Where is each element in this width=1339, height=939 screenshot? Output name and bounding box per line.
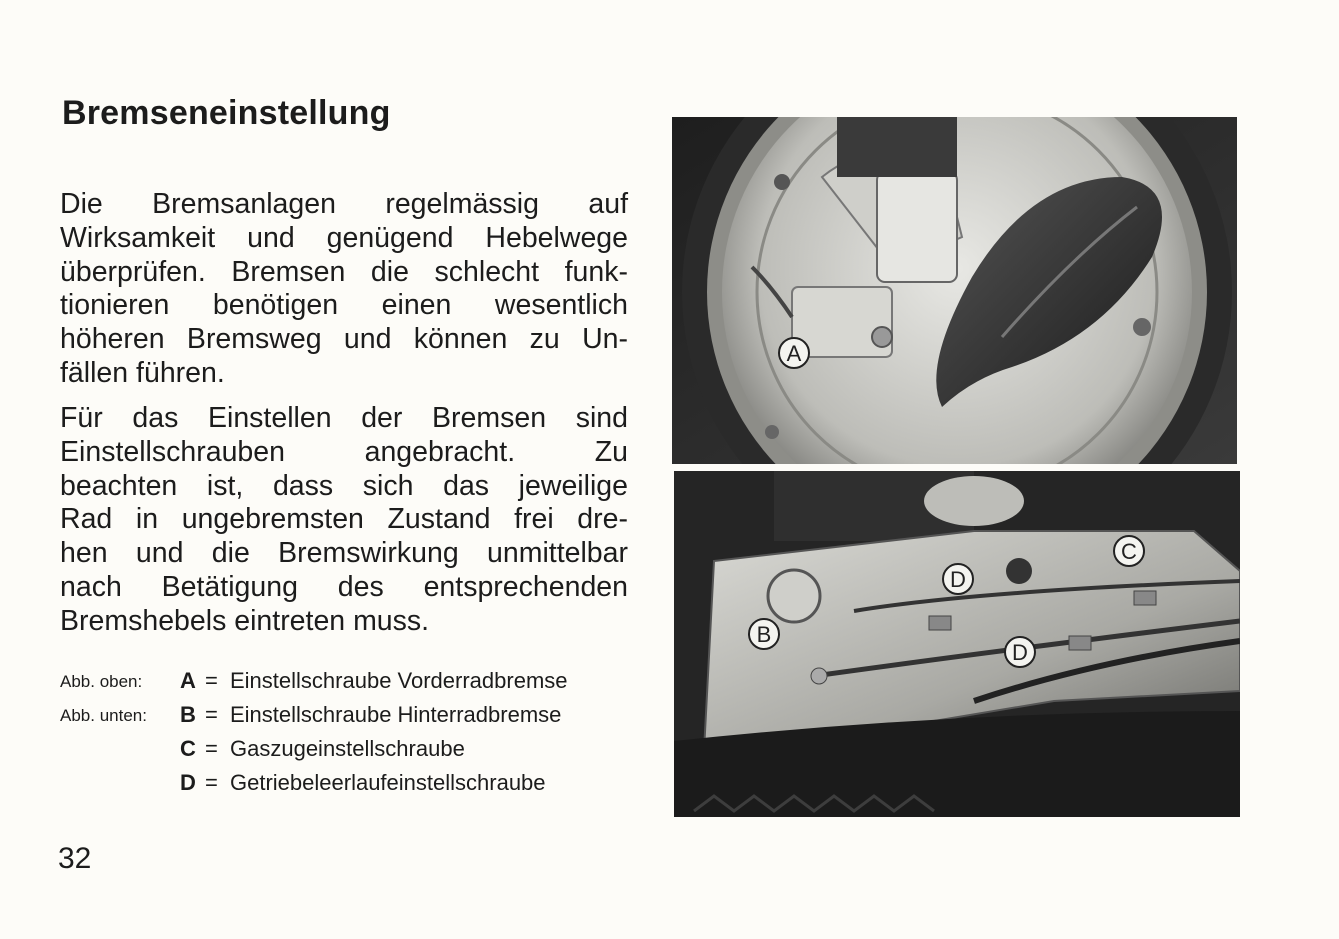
legend-equals: = — [205, 702, 218, 727]
text-line: höheren Bremsweg und können zu Un- — [60, 323, 628, 356]
legend-prefix: Abb. unten: — [60, 706, 147, 725]
cable-adjuster — [1134, 591, 1156, 605]
adjust-screw — [811, 668, 827, 684]
text-line: nach Betätigung des entsprechenden — [60, 570, 628, 603]
text-line: Die Bremsanlagen regelmässig auf — [60, 188, 628, 220]
label-a-marker — [779, 338, 809, 368]
text-line: beachten ist, dass sich das jeweilige — [60, 469, 628, 502]
label-b: B — [756, 622, 772, 647]
page-number: 32 — [58, 842, 92, 875]
label-a: A — [786, 341, 802, 366]
legend-key: A — [180, 668, 196, 693]
filler-cap — [768, 570, 820, 622]
legend-description: Einstellschraube Hinterradbremse — [230, 702, 562, 727]
label-c-marker — [1114, 536, 1144, 566]
legend-description: Gaszugeinstellschraube — [230, 736, 465, 761]
text-line: Einstellschrauben angebracht. Zu — [60, 435, 628, 468]
paragraph-2 — [60, 402, 628, 639]
brake-cam-housing — [877, 172, 957, 282]
text-line: fällen führen. — [60, 356, 225, 389]
oil-plug — [1006, 558, 1032, 584]
legend-key: C — [180, 736, 196, 761]
front-brake-illustration — [672, 117, 1237, 464]
text-line: hen und die Bremswirkung unmittelbar — [60, 537, 628, 570]
text-line: Wirksamkeit und genügend Hebelwege — [60, 221, 628, 254]
adjust-screw — [872, 327, 892, 347]
text-line: Für das Einstellen der Bremsen sind — [60, 402, 628, 434]
bolt — [765, 425, 779, 439]
legend-description: Getriebeleerlaufeinstellschraube — [230, 770, 546, 795]
label-d: D — [1012, 640, 1028, 665]
label-b-marker — [749, 619, 779, 649]
label-d-marker — [943, 564, 973, 594]
paragraph-1 — [60, 188, 628, 391]
legend-equals: = — [205, 770, 218, 795]
text-line: Bremshebels eintreten muss. — [60, 604, 430, 637]
page-title: Bremseneinstellung — [62, 94, 391, 132]
label-d-marker — [1005, 637, 1035, 667]
photo-front-brake — [672, 117, 1237, 464]
fork-leg — [837, 117, 957, 177]
rear-brake-illustration — [674, 471, 1240, 817]
text-line: Rad in ungebremsten Zustand frei dre- — [60, 503, 628, 536]
legend-description: Einstellschraube Vorderradbremse — [230, 668, 568, 693]
bolt — [774, 174, 790, 190]
text-line: tionieren benötigen einen wesentlich — [60, 289, 628, 322]
legend-prefix: Abb. oben: — [60, 672, 143, 691]
cable-adjuster — [929, 616, 951, 630]
cable-adjuster — [1069, 636, 1091, 650]
photo-rear-brake — [674, 471, 1240, 817]
engine-cylinder — [924, 476, 1024, 526]
legend-key: B — [180, 702, 196, 727]
legend-equals: = — [205, 668, 218, 693]
bolt — [1133, 318, 1151, 336]
label-c: C — [1121, 539, 1137, 564]
legend-equals: = — [205, 736, 218, 761]
legend-key: D — [180, 770, 196, 795]
text-line: überprüfen. Bremsen die schlecht funk- — [60, 255, 628, 288]
label-d: D — [950, 567, 966, 592]
